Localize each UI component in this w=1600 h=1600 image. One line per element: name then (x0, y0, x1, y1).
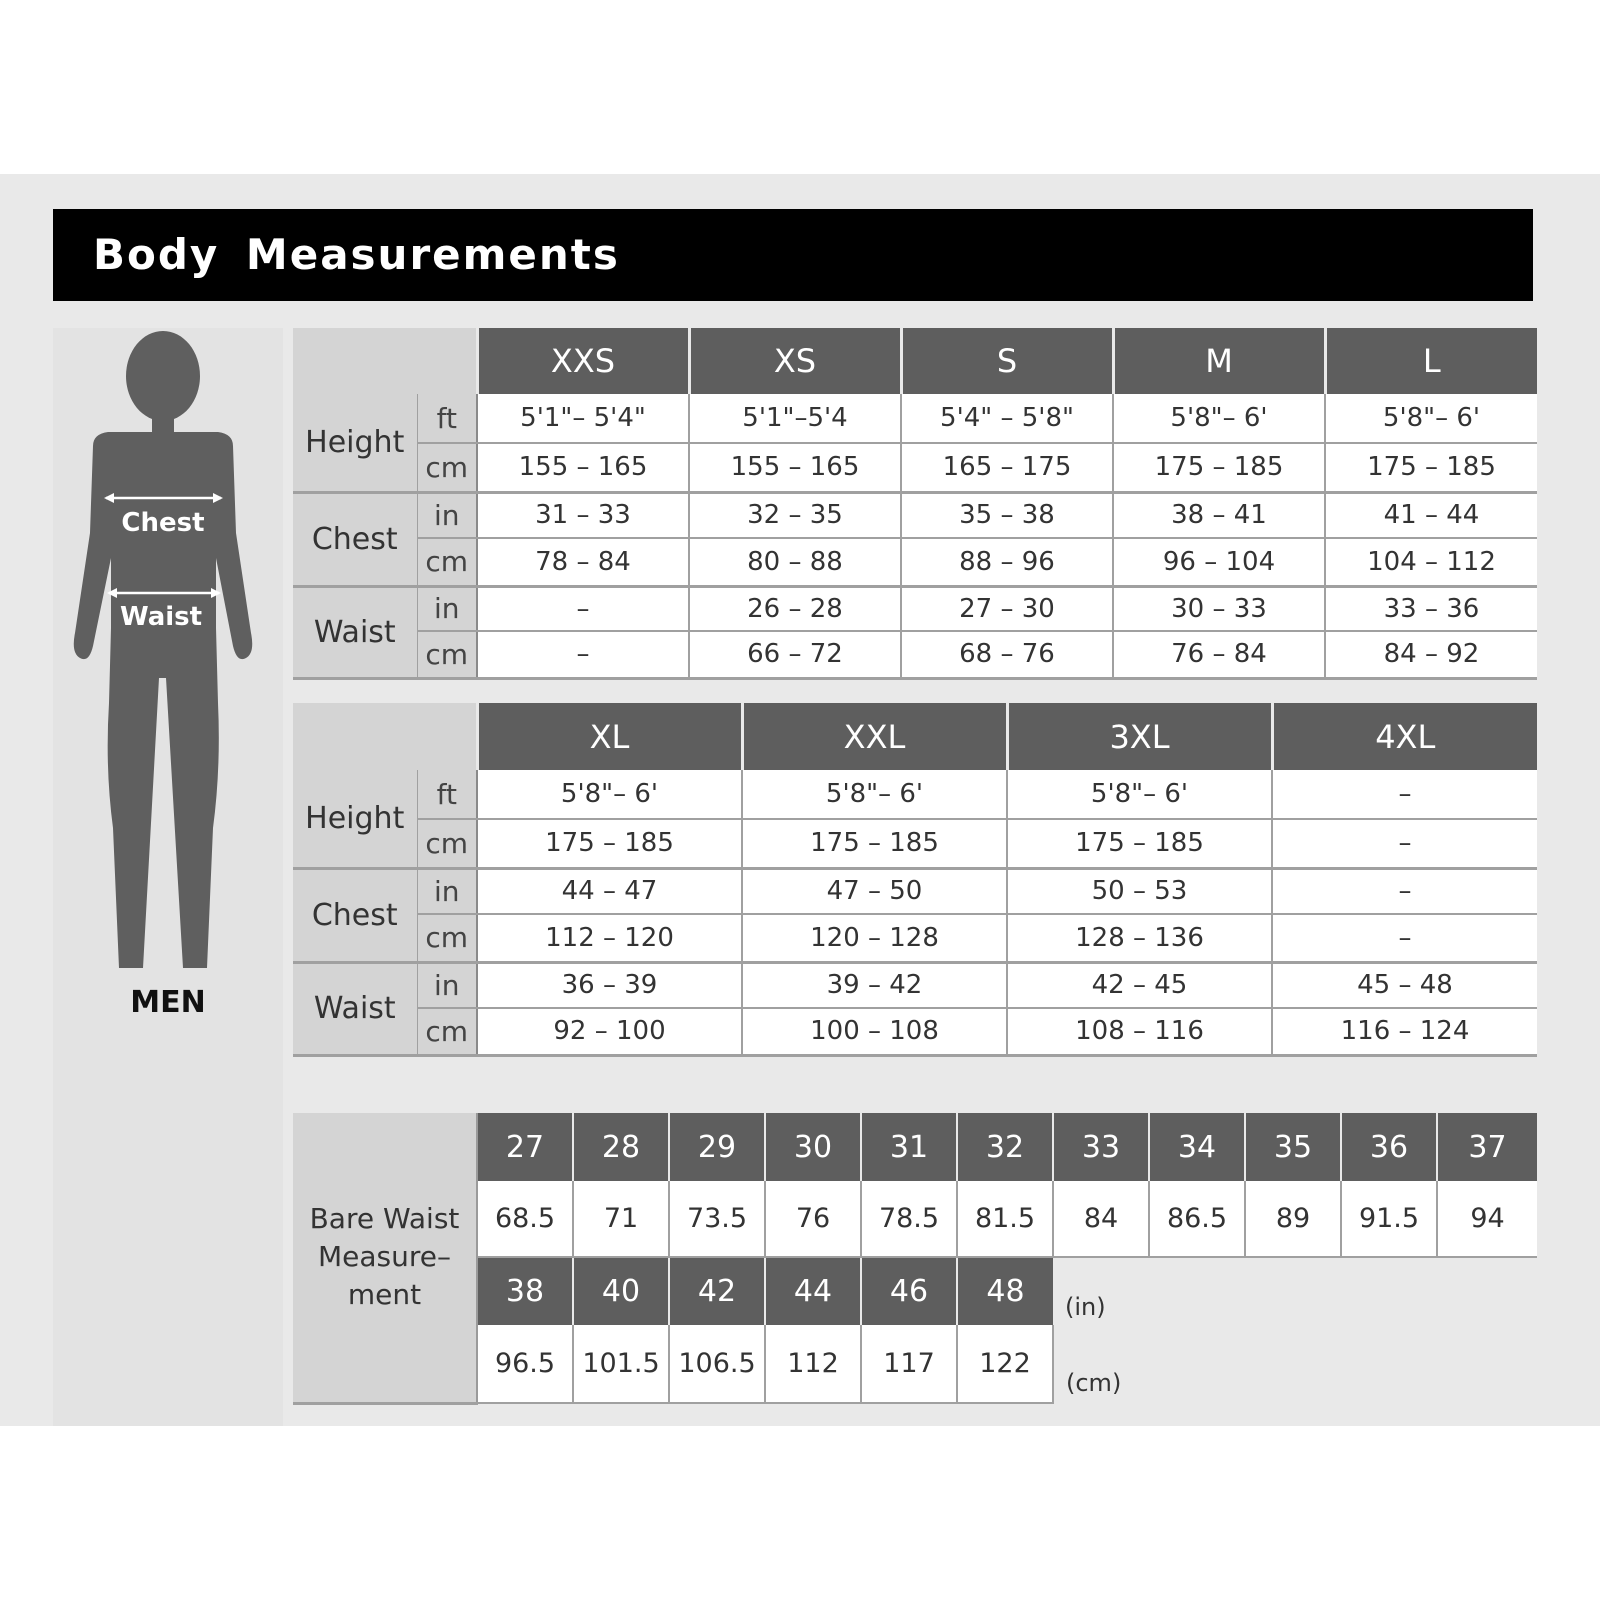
unit-in: in (417, 962, 477, 1008)
men-label: MEN (130, 985, 206, 1020)
waist-cm-cell: 117 (861, 1325, 957, 1403)
size-header-m: M (1113, 328, 1325, 394)
waist-cm-cell: 122 (957, 1325, 1053, 1403)
table-cell: 50 – 53 (1007, 868, 1272, 914)
waist-cm-cell: 112 (765, 1325, 861, 1403)
unit-in: in (417, 492, 477, 538)
table-cell: 5'1"–5'4 (689, 394, 901, 443)
waist-figure-label: Waist (119, 602, 203, 632)
unit-ft: ft (417, 394, 477, 443)
table-cell: 88 – 96 (901, 538, 1113, 586)
table-cell: 68 – 76 (901, 631, 1113, 678)
waist-in-header: 42 (669, 1257, 765, 1325)
table-cell: – (1272, 868, 1537, 914)
waist-cm-cell: 101.5 (573, 1325, 669, 1403)
size-table-2 (293, 703, 1537, 1057)
table-cell: 5'8"– 6' (1325, 394, 1537, 443)
chest-figure-label: Chest (121, 508, 205, 538)
unit-cm: cm (417, 819, 477, 868)
table-cell: 100 – 108 (742, 1008, 1007, 1055)
waist-cm-cell: 76 (765, 1181, 861, 1257)
table-cell: 38 – 41 (1113, 492, 1325, 538)
table-cell: 155 – 165 (689, 443, 901, 492)
table-cell: 80 – 88 (689, 538, 901, 586)
table-cell: 108 – 116 (1007, 1008, 1272, 1055)
table-cell: 36 – 39 (477, 962, 742, 1008)
table-cell: 112 – 120 (477, 914, 742, 962)
table-cell: 45 – 48 (1272, 962, 1537, 1008)
waist-in-header: 48 (957, 1257, 1053, 1325)
table-cell: 5'8"– 6' (477, 770, 742, 819)
table-cell: 96 – 104 (1113, 538, 1325, 586)
table-cell: – (477, 586, 689, 631)
bare-waist-table (293, 1113, 1537, 1405)
waist-in-header: 28 (573, 1113, 669, 1181)
table-cell: 26 – 28 (689, 586, 901, 631)
table-cell: – (1272, 770, 1537, 819)
waist-in-header: 33 (1053, 1113, 1149, 1181)
bare-waist-label-line3: ment (347, 1278, 422, 1312)
table-cell: 5'1"– 5'4" (477, 394, 689, 443)
unit-in: in (417, 586, 477, 631)
waist-in-header: 30 (765, 1113, 861, 1181)
table-cell: 31 – 33 (477, 492, 689, 538)
waist-cm-cell: 106.5 (669, 1325, 765, 1403)
table-cell: 165 – 175 (901, 443, 1113, 492)
waist-cm-cell: 89 (1245, 1181, 1341, 1257)
table-cell: 41 – 44 (1325, 492, 1537, 538)
table-cell: 30 – 33 (1113, 586, 1325, 631)
table-cell: 32 – 35 (689, 492, 901, 538)
table-cell: 84 – 92 (1325, 631, 1537, 678)
bare-waist-label-line1: Bare Waist (309, 1202, 460, 1236)
table-cell: – (1272, 914, 1537, 962)
size-header-s: S (901, 328, 1113, 394)
waist-label: Waist (293, 586, 417, 678)
waist-cm-cell: 86.5 (1149, 1181, 1245, 1257)
waist-cm-cell: 71 (573, 1181, 669, 1257)
table-cell: 155 – 165 (477, 443, 689, 492)
table-cell: 104 – 112 (1325, 538, 1537, 586)
waist-in-header: 34 (1149, 1113, 1245, 1181)
waist-in-header: 38 (477, 1257, 573, 1325)
waist-cm-cell: 96.5 (477, 1325, 573, 1403)
waist-in-header: 36 (1341, 1113, 1437, 1181)
table-cell: 42 – 45 (1007, 962, 1272, 1008)
page-title: Body Measurements (53, 209, 1533, 301)
unit-cm: cm (417, 914, 477, 962)
table-cell: 175 – 185 (1007, 819, 1272, 868)
waist-in-header: 29 (669, 1113, 765, 1181)
table-cell: 76 – 84 (1113, 631, 1325, 678)
waist-cm-cell: 94 (1437, 1181, 1537, 1257)
unit-cm: cm (417, 538, 477, 586)
table-cell: 5'8"– 6' (1113, 394, 1325, 443)
size-table-1 (293, 328, 1537, 680)
unit-in: in (417, 868, 477, 914)
table1-corner (293, 328, 477, 394)
waist-cm-cell: 81.5 (957, 1181, 1053, 1257)
body-silhouette-icon (53, 328, 283, 978)
waist-cm-cell: 91.5 (1341, 1181, 1437, 1257)
table-cell: 33 – 36 (1325, 586, 1537, 631)
unit-cm: cm (417, 443, 477, 492)
table-cell: 27 – 30 (901, 586, 1113, 631)
table-cell: – (477, 631, 689, 678)
table-cell: 175 – 185 (477, 819, 742, 868)
waist-label: Waist (293, 962, 417, 1055)
table-cell: 116 – 124 (1272, 1008, 1537, 1055)
waist-cm-cell: 78.5 (861, 1181, 957, 1257)
table-cell: 5'8"– 6' (742, 770, 1007, 819)
table-cell: 175 – 185 (1325, 443, 1537, 492)
table2-corner (293, 703, 477, 770)
waist-cm-cell: 73.5 (669, 1181, 765, 1257)
unit-cm-label: (cm) (1066, 1369, 1122, 1397)
waist-in-header: 32 (957, 1113, 1053, 1181)
waist-in-header: 46 (861, 1257, 957, 1325)
table-cell: 120 – 128 (742, 914, 1007, 962)
size-header-3xl: 3XL (1007, 703, 1272, 770)
chest-label: Chest (293, 868, 417, 962)
table-cell: 35 – 38 (901, 492, 1113, 538)
waist-in-header: 40 (573, 1257, 669, 1325)
table-cell: 47 – 50 (742, 868, 1007, 914)
unit-in-label: (in) (1065, 1293, 1106, 1321)
table-cell: 128 – 136 (1007, 914, 1272, 962)
table-cell: 5'8"– 6' (1007, 770, 1272, 819)
table-cell: – (1272, 819, 1537, 868)
height-label: Height (293, 394, 417, 492)
size-header-xs: XS (689, 328, 901, 394)
size-header-4xl: 4XL (1272, 703, 1537, 770)
unit-cm: cm (417, 631, 477, 678)
chest-label: Chest (293, 492, 417, 586)
height-label: Height (293, 770, 417, 868)
table-cell: 175 – 185 (1113, 443, 1325, 492)
unit-cm: cm (417, 1008, 477, 1055)
size-header-xl: XL (477, 703, 742, 770)
waist-in-header: 35 (1245, 1113, 1341, 1181)
table-cell: 39 – 42 (742, 962, 1007, 1008)
bare-waist-label-line2: Measure– (318, 1240, 451, 1274)
table-cell: 66 – 72 (689, 631, 901, 678)
waist-cm-cell: 84 (1053, 1181, 1149, 1257)
bare-waist-label (293, 1113, 477, 1403)
waist-in-header: 27 (477, 1113, 573, 1181)
waist-cm-cell: 68.5 (477, 1181, 573, 1257)
table-cell: 92 – 100 (477, 1008, 742, 1055)
table-cell: 175 – 185 (742, 819, 1007, 868)
table-cell: 78 – 84 (477, 538, 689, 586)
waist-in-header: 44 (765, 1257, 861, 1325)
size-header-xxl: XXL (742, 703, 1007, 770)
unit-ft: ft (417, 770, 477, 819)
size-header-l: L (1325, 328, 1537, 394)
waist-in-header: 37 (1437, 1113, 1537, 1181)
size-header-xxs: XXS (477, 328, 689, 394)
table-cell: 44 – 47 (477, 868, 742, 914)
table-cell: 5'4" – 5'8" (901, 394, 1113, 443)
waist-in-header: 31 (861, 1113, 957, 1181)
